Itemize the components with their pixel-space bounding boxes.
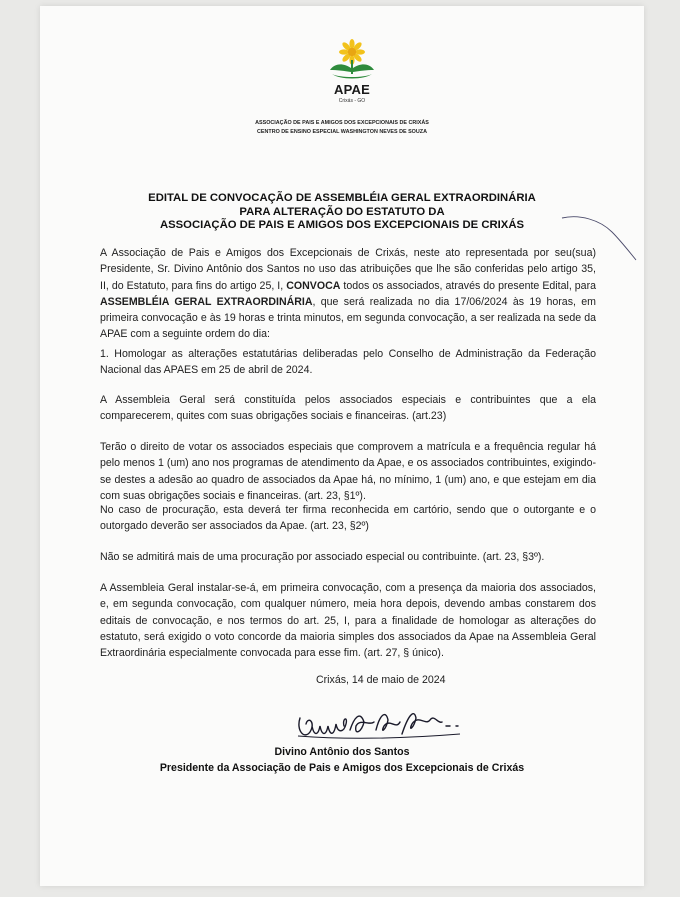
paragraph-installation: A Assembleia Geral instalar-se-á, em primeira convocação, com a presença da maioria dos associados, e, em segunda convocação, com qualquer número, meia hora depois, devendo ambas constarem dos editais de convocação, e nos termos do art. 25, I, para a finalidade de homologar as alterações do estatuto, será exigido o voto concorde da maioria simples dos associados da Apae na Assembleia Geral Extraordinária especialmente convocada para esse fim. (art. 27, § único). bbox=[100, 582, 596, 660]
document-page bbox=[40, 6, 644, 886]
institution-name: ASSOCIAÇÃO DE PAIS E AMIGOS DOS EXCEPCIONAIS DE CRIXÁS bbox=[255, 120, 429, 126]
paragraph-convocation: A Associação de Pais e Amigos dos Excepcionais de Crixás, neste ato representada por seu(sua) Presidente, Sr. Divino Antônio dos Santos no uso das atribuições que lhe são conferidas pelo artigo 35, II, do Estatuto, para fins do artigo 25, I, CONVOCA todos os associados, através do presente Edital, para ASSEMBLÉIA GERAL EXTRAORDINÁRIA, que será realizada no dia 17/06/2024 às 19 horas, em primeira convocação e às 19 horas e trinta minutos, em segunda convocação, a ser realizada na sede da APAE com a seguinte ordem do dia: bbox=[100, 247, 596, 341]
signer-role: Presidente da Associação de Pais e Amigos dos Excepcionais de Crixás bbox=[159, 762, 525, 774]
paragraph-proxy-limit: Não se admitirá mais de uma procuração por associado especial ou contribuinte. (art. 23, §3º). bbox=[100, 551, 545, 563]
title-line-1: EDITAL DE CONVOCAÇÃO DE ASSEMBLÉIA GERAL EXTRAORDINÁRIA bbox=[148, 192, 536, 204]
logo-name: APAE bbox=[334, 82, 370, 97]
logo-city: Crixás - GO bbox=[338, 98, 366, 104]
apae-logo bbox=[322, 38, 382, 108]
signature-icon bbox=[290, 696, 490, 748]
institution-subtitle: CENTRO DE ENSINO ESPECIAL WASHINGTON NEVES DE SOUZA bbox=[257, 129, 427, 135]
flower-hands-icon bbox=[322, 38, 382, 82]
title-line-3: ASSOCIAÇÃO DE PAIS E AMIGOS DOS EXCEPCIONAIS DE CRIXÁS bbox=[159, 219, 525, 231]
document-title bbox=[40, 192, 644, 233]
paragraph-constitution: A Assembleia Geral será constituída pelos associados especiais e contribuintes que a ela comparecerem, quites com suas obrigações sociais e financeiras. (art.23) bbox=[100, 394, 596, 423]
paragraph-agenda: 1. Homologar as alterações estatutárias deliberadas pelo Conselho de Administração da Federação Nacional das APAES em 25 de abril de 2024. bbox=[100, 348, 596, 377]
paragraph-voting-rights: Terão o direito de votar os associados especiais que comprovem a matrícula e a frequência regular há pelo menos 1 (um) ano nos programas de atendimento da Apae, e os associados contribuintes, exigindo-se destes a adesão ao quadro de associados da Apae há, no mínimo, 1 (um) ano, e que estejam em dia com suas obrigações sociais e financeiras. (art. 23, §1º). bbox=[100, 441, 596, 502]
signer-name: Divino Antônio dos Santos bbox=[274, 746, 410, 758]
title-line-2: PARA ALTERAÇÃO DO ESTATUTO DA bbox=[239, 205, 445, 218]
paragraph-proxy: No caso de procuração, esta deverá ter firma reconhecida em cartório, sendo que o outorgante e o outorgado deverão ser associados da Apae. (art. 23, §2º) bbox=[100, 504, 596, 533]
document-date: Crixás, 14 de maio de 2024 bbox=[316, 674, 446, 686]
